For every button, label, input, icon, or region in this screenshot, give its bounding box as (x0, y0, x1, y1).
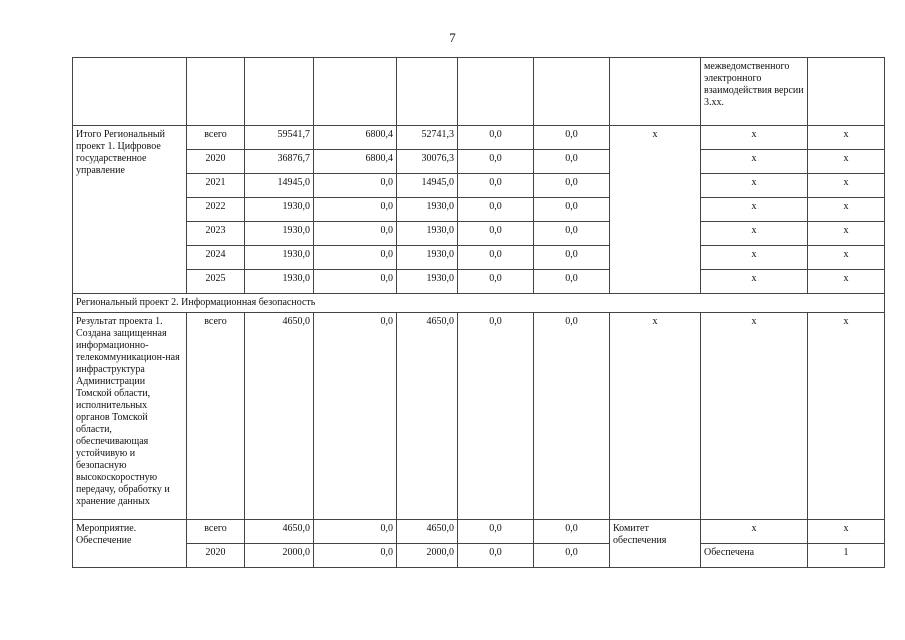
measure-executor: Комитет обеспечения (610, 520, 701, 568)
total-block-executor: х (610, 126, 701, 294)
table-row: Результат проекта 1. Создана защищенная информационно-телекоммуникацион-ная инфраструктура Администрации Томской области, исполнительных органов Томской области, обеспечивающая устойчивую и безопасную высокоскоростную передачу, обработку и хранение данных всего 4650,0 0,0 4650,0 0,0 0,0 х х х (73, 313, 885, 520)
table-row: 2024 1930,0 0,0 1930,0 0,0 0,0 х х (73, 246, 885, 270)
budget-table (72, 57, 885, 568)
indicator-header-cell: межведомственного электронного взаимодействия версии 3.хх. (701, 58, 808, 126)
section-row (73, 294, 885, 313)
table-row: 2023 1930,0 0,0 1930,0 0,0 0,0 х х (73, 222, 885, 246)
total-block-name: Итого Региональный проект 1. Цифровое государственное управление (73, 126, 187, 294)
table-row: Итого Региональный проект 1. Цифровое государственное управление всего 59541,7 6800,4 52741,3 0,0 0,0 х х х (73, 126, 885, 150)
table-row: 2022 1930,0 0,0 1930,0 0,0 0,0 х х (73, 198, 885, 222)
table-row: 2020 2000,0 0,0 2000,0 0,0 0,0 Обеспечена 1 (73, 544, 885, 568)
table-row: 2025 1930,0 0,0 1930,0 0,0 0,0 х х (73, 270, 885, 294)
table-row: Мероприятие. Обеспечение всего 4650,0 0,0 4650,0 0,0 0,0 Комитет обеспечения х х (73, 520, 885, 544)
measure-name: Мероприятие. Обеспечение (73, 520, 187, 568)
result-name: Результат проекта 1. Создана защищенная информационно-телекоммуникацион-ная инфраструктура Администрации Томской области, исполнительных органов Томской области, обеспечивающая устойчивую и безопасную высокоскоростную передачу, обработку и хранение данных (73, 313, 187, 520)
table-row: 2020 36876,7 6800,4 30076,3 0,0 0,0 х х (73, 150, 885, 174)
table-row: 2021 14945,0 0,0 14945,0 0,0 0,0 х х (73, 174, 885, 198)
page-number: 7 (449, 30, 456, 45)
section-title: Региональный проект 2. Информационная безопасность (73, 294, 885, 313)
table-row (73, 58, 885, 126)
